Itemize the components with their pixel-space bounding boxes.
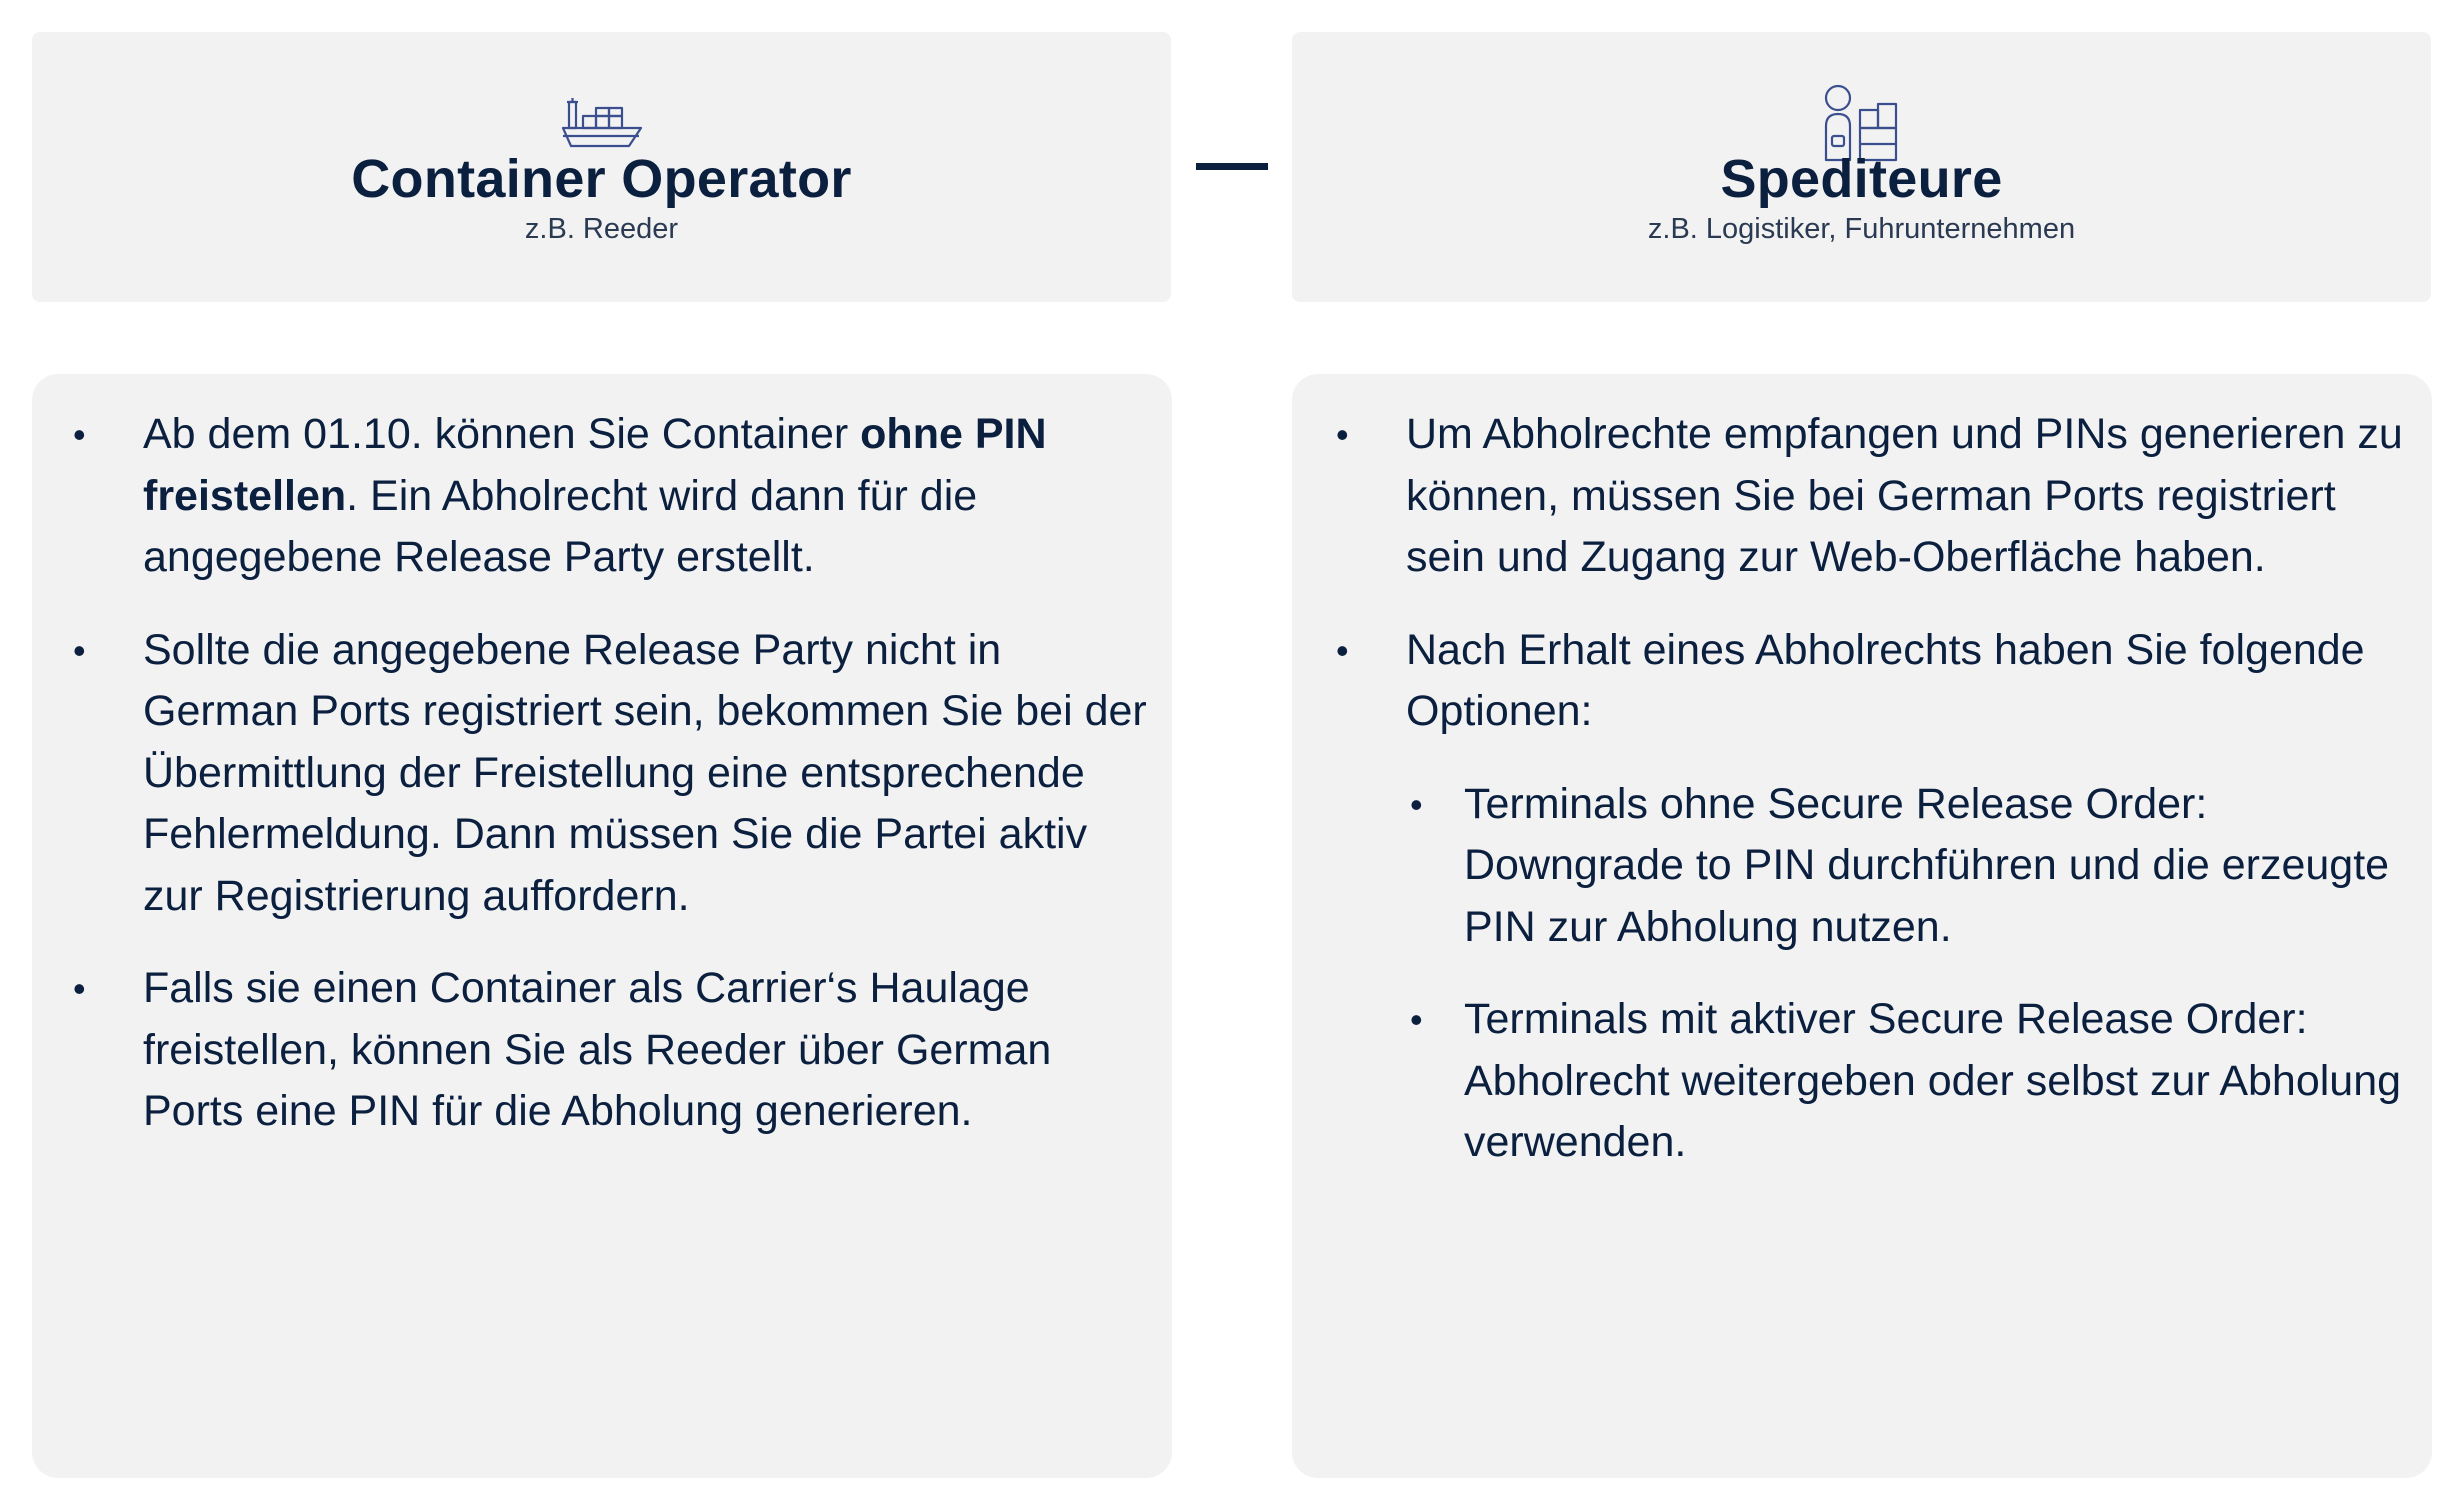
- list-item: • Um Abholrechte empfangen und PINs generieren zu können, müssen Sie bei German Ports registriert sein und Zugang zur Web-Oberfläche haben.: [1406, 404, 2416, 589]
- spediteure-bullet-list: [1406, 404, 2416, 1205]
- options-sub-list: [1406, 774, 2416, 1174]
- container-operator-title: Container Operator: [351, 149, 852, 209]
- container-operator-subtitle: z.B. Reeder: [524, 213, 679, 245]
- list-item: • Ab dem 01.10. können Sie Container ohne PIN freistellen. Ein Abholrecht wird dann für die angegebene Release Party erstellt.: [143, 404, 1153, 589]
- spediteure-header-card: [1292, 32, 2431, 302]
- container-operator-info-card: [32, 374, 1172, 1478]
- connector-dash: [1196, 163, 1268, 170]
- sub-list-item: • Terminals mit aktiver Secure Release Order: Abholrecht weitergeben oder selbst zur Abholung verwenden.: [1464, 989, 2416, 1174]
- sub-list-item: • Terminals ohne Secure Release Order: Downgrade to PIN durchführen und die erzeugte PIN zur Abholung nutzen.: [1464, 774, 2416, 959]
- container-ship-icon: [559, 96, 645, 152]
- spediteure-subtitle: z.B. Logistiker, Fuhrunternehmen: [1647, 213, 2076, 245]
- spediteure-info-card: [1292, 374, 2432, 1478]
- list-item: • Sollte die angegebene Release Party nicht in German Ports registriert sein, bekommen Sie bei der Übermittlung der Freistellung eine entsprechende Fehlermeldung. Dann müssen Sie die Partei aktiv zur Registrierung auffordern.: [143, 620, 1153, 928]
- container-operator-header-card: [32, 32, 1171, 302]
- list-item: • Falls sie einen Container als Carrier‘s Haulage freistellen, können Sie als Reeder über German Ports eine PIN für die Abholung generieren.: [143, 958, 1153, 1143]
- bold-highlight: ohne PIN freistellen: [143, 410, 1047, 520]
- spediteure-title: Spediteure: [1720, 149, 2003, 209]
- list-item: • Nach Erhalt eines Abholrechts haben Sie folgende Optionen: • Terminals ohne Secure Release Order: Downgrade to PIN durchführen und die erzeugte PIN zur Abholung nutzen. • Terminals mit aktiver Secure Release Order: Abholrecht weitergeben oder selbst zur Abholung verwenden.: [1406, 620, 2416, 1174]
- container-operator-bullet-list: [143, 404, 1153, 1174]
